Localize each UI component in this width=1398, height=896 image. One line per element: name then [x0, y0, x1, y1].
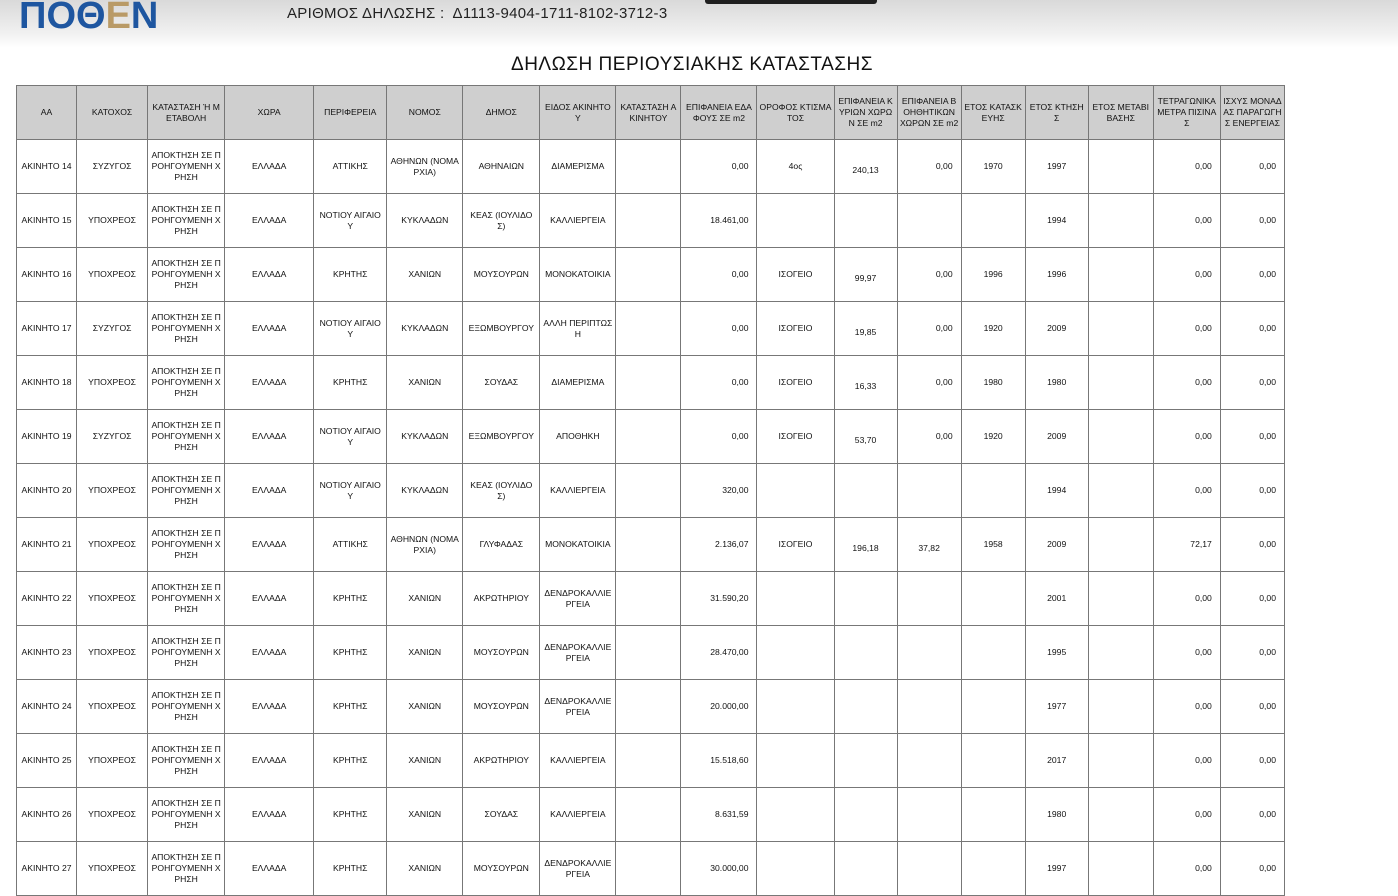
column-header: ΕΙΔΟΣ ΑΚΙΝΗΤΟΥ	[540, 86, 616, 140]
table-cell: 1994	[1025, 194, 1088, 248]
table-cell	[897, 194, 961, 248]
column-header: ΧΩΡΑ	[225, 86, 314, 140]
table-cell: 320,00	[681, 464, 757, 518]
table-cell: ΧΑΝΙΩΝ	[387, 572, 463, 626]
table-cell	[834, 680, 897, 734]
table-cell: 0,00	[1153, 302, 1220, 356]
table-cell: 1970	[961, 140, 1025, 194]
table-cell	[897, 842, 961, 896]
table-cell: 0,00	[1153, 140, 1220, 194]
table-cell: ΕΛΛΑΔΑ	[225, 788, 314, 842]
table-cell: 0,00	[897, 356, 961, 410]
table-row	[17, 302, 1285, 356]
table-cell: 0,00	[1153, 410, 1220, 464]
column-header: ΕΤΟΣ ΚΑΤΑΣΚΕΥΗΣ	[961, 86, 1025, 140]
table-cell: ΜΟΥΣΟΥΡΩΝ	[463, 626, 540, 680]
table-cell: 196,18	[834, 518, 897, 572]
table-cell: ΚΡΗΤΗΣ	[314, 626, 387, 680]
table-cell: ΚΥΚΛΑΔΩΝ	[387, 302, 463, 356]
table-cell: ΑΠΟΚΤΗΣΗ ΣΕ ΠΡΟΗΓΟΥΜΕΝΗ ΧΡΗΣΗ	[148, 194, 225, 248]
table-cell: ΔΕΝΔΡΟΚΑΛΛΙΕΡΓΕΙΑ	[540, 572, 616, 626]
table-row	[17, 626, 1285, 680]
table-cell	[897, 626, 961, 680]
table-cell: 0,00	[1153, 734, 1220, 788]
table-cell	[757, 842, 834, 896]
table-cell: ΚΥΚΛΑΔΩΝ	[387, 410, 463, 464]
table-cell: 28.470,00	[681, 626, 757, 680]
table-row	[17, 356, 1285, 410]
table-cell: ΚΥΚΛΑΔΩΝ	[387, 464, 463, 518]
table-cell: ΑΛΛΗ ΠΕΡΙΠΤΩΣΗ	[540, 302, 616, 356]
table-row	[17, 734, 1285, 788]
table-cell: ΑΚΙΝΗΤΟ 23	[17, 626, 77, 680]
table-cell: ΚΕΑΣ (ΙΟΥΛΙΔΟΣ)	[463, 194, 540, 248]
table-cell: 2001	[1025, 572, 1088, 626]
table-cell	[757, 734, 834, 788]
column-header: ΕΤΟΣ ΚΤΗΣΗΣ	[1025, 86, 1088, 140]
table-cell	[616, 734, 681, 788]
column-header: ΤΕΤΡΑΓΩΝΙΚΑ ΜΕΤΡΑ ΠΙΣΙΝΑΣ	[1153, 86, 1220, 140]
table-cell: 2009	[1025, 410, 1088, 464]
table-cell: ΝΟΤΙΟΥ ΑΙΓΑΙΟΥ	[314, 410, 387, 464]
table-cell: ΚΡΗΤΗΣ	[314, 680, 387, 734]
table-cell: ΣΥΖΥΓΟΣ	[77, 410, 148, 464]
table-cell: 4ος	[757, 140, 834, 194]
table-cell: 0,00	[681, 302, 757, 356]
table-cell: ΚΡΗΤΗΣ	[314, 734, 387, 788]
table-cell: ΑΠΟΚΤΗΣΗ ΣΕ ΠΡΟΗΓΟΥΜΕΝΗ ΧΡΗΣΗ	[148, 518, 225, 572]
table-cell	[616, 842, 681, 896]
table-cell	[757, 788, 834, 842]
table-cell	[834, 626, 897, 680]
column-header: ΚΑΤΟΧΟΣ	[77, 86, 148, 140]
table-cell	[1088, 518, 1153, 572]
table-cell	[616, 518, 681, 572]
table-cell: 0,00	[681, 248, 757, 302]
table-cell: 2009	[1025, 518, 1088, 572]
table-cell: ΑΤΤΙΚΗΣ	[314, 140, 387, 194]
table-cell: ΔΕΝΔΡΟΚΑΛΛΙΕΡΓΕΙΑ	[540, 626, 616, 680]
table-cell: 8.631,59	[681, 788, 757, 842]
table-cell	[616, 356, 681, 410]
table-row	[17, 518, 1285, 572]
table-cell: 0,00	[1153, 842, 1220, 896]
declaration-label: ΑΡΙΘΜΟΣ ΔΗΛΩΣΗΣ :	[287, 5, 445, 22]
table-cell: ΕΞΩΜΒΟΥΡΓΟΥ	[463, 410, 540, 464]
table-cell: ΥΠΟΧΡΕΟΣ	[77, 734, 148, 788]
table-cell: ΝΟΤΙΟΥ ΑΙΓΑΙΟΥ	[314, 194, 387, 248]
table-cell: 1920	[961, 302, 1025, 356]
table-cell: ΜΟΝΟΚΑΤΟΙΚΙΑ	[540, 248, 616, 302]
table-cell: 18.461,00	[681, 194, 757, 248]
table-cell: 0,00	[1220, 410, 1284, 464]
table-cell: 1997	[1025, 842, 1088, 896]
table-cell: ΑΠΟΚΤΗΣΗ ΣΕ ΠΡΟΗΓΟΥΜΕΝΗ ΧΡΗΣΗ	[148, 140, 225, 194]
table-cell: ΧΑΝΙΩΝ	[387, 248, 463, 302]
table-cell: 1977	[1025, 680, 1088, 734]
table-cell: ΥΠΟΧΡΕΟΣ	[77, 194, 148, 248]
table-cell: 0,00	[1220, 248, 1284, 302]
table-cell: ΑΚΙΝΗΤΟ 15	[17, 194, 77, 248]
table-cell	[961, 788, 1025, 842]
table-cell: 0,00	[1153, 464, 1220, 518]
table-cell: ΑΠΟΘΗΚΗ	[540, 410, 616, 464]
table-cell: ΑΘΗΝΑΙΩΝ	[463, 140, 540, 194]
table-cell: ΝΟΤΙΟΥ ΑΙΓΑΙΟΥ	[314, 302, 387, 356]
table-cell: ΧΑΝΙΩΝ	[387, 356, 463, 410]
table-row	[17, 572, 1285, 626]
table-cell: 0,00	[1220, 518, 1284, 572]
table-cell: 30.000,00	[681, 842, 757, 896]
column-header: ΔΗΜΟΣ	[463, 86, 540, 140]
table-cell: ΝΟΤΙΟΥ ΑΙΓΑΙΟΥ	[314, 464, 387, 518]
table-cell	[1088, 302, 1153, 356]
table-cell: 99,97	[834, 248, 897, 302]
table-row	[17, 842, 1285, 896]
table-cell: ΑΚΙΝΗΤΟ 16	[17, 248, 77, 302]
table-cell: 0,00	[1153, 680, 1220, 734]
table-cell: ΚΡΗΤΗΣ	[314, 842, 387, 896]
table-cell: ΣΟΥΔΑΣ	[463, 356, 540, 410]
table-cell: 1996	[961, 248, 1025, 302]
table-cell	[834, 788, 897, 842]
table-cell: 15.518,60	[681, 734, 757, 788]
table-cell: ΚΑΛΛΙΕΡΓΕΙΑ	[540, 734, 616, 788]
table-cell	[961, 680, 1025, 734]
table-cell: ΚΡΗΤΗΣ	[314, 356, 387, 410]
table-cell: ΚΑΛΛΙΕΡΓΕΙΑ	[540, 194, 616, 248]
document-title: ΔΗΛΩΣΗ ΠΕΡΙΟΥΣΙΑΚΗΣ ΚΑΤΑΣΤΑΣΗΣ	[511, 54, 873, 75]
table-cell: 37,82	[897, 518, 961, 572]
table-cell: 0,00	[1153, 626, 1220, 680]
table-cell: ΚΡΗΤΗΣ	[314, 572, 387, 626]
table-cell: ΥΠΟΧΡΕΟΣ	[77, 572, 148, 626]
table-cell: ΔΙΑΜΕΡΙΣΜΑ	[540, 356, 616, 410]
table-cell: 0,00	[1220, 734, 1284, 788]
table-cell	[834, 842, 897, 896]
table-cell	[897, 572, 961, 626]
table-cell: ΑΚΙΝΗΤΟ 17	[17, 302, 77, 356]
table-row	[17, 788, 1285, 842]
table-cell: ΙΣΟΓΕΙΟ	[757, 302, 834, 356]
table-row	[17, 410, 1285, 464]
table-cell: 20.000,00	[681, 680, 757, 734]
table-cell: ΑΚΙΝΗΤΟ 24	[17, 680, 77, 734]
table-cell: ΣΥΖΥΓΟΣ	[77, 140, 148, 194]
table-row	[17, 464, 1285, 518]
table-cell: ΕΛΛΑΔΑ	[225, 248, 314, 302]
table-cell: 0,00	[1220, 842, 1284, 896]
table-cell	[1088, 356, 1153, 410]
table-cell: ΑΚΙΝΗΤΟ 19	[17, 410, 77, 464]
column-header: ΕΠΙΦΑΝΕΙΑ ΒΟΗΘΗΤΙΚΩΝ ΧΩΡΩΝ ΣΕ m2	[897, 86, 961, 140]
table-cell: ΕΛΛΑΔΑ	[225, 356, 314, 410]
table-cell: ΧΑΝΙΩΝ	[387, 788, 463, 842]
document-header	[0, 0, 1398, 48]
table-cell	[834, 194, 897, 248]
table-cell: 1980	[1025, 356, 1088, 410]
table-cell: 1997	[1025, 140, 1088, 194]
table-cell	[961, 734, 1025, 788]
column-header: ΕΠΙΦΑΝΕΙΑ ΚΥΡΙΩΝ ΧΩΡΩΝ ΣΕ m2	[834, 86, 897, 140]
table-cell: ΑΘΗΝΩΝ (ΝΟΜΑΡΧΙΑ)	[387, 140, 463, 194]
table-cell: ΑΚΙΝΗΤΟ 21	[17, 518, 77, 572]
table-cell: 0,00	[1153, 356, 1220, 410]
table-cell: ΑΚΡΩΤΗΡΙΟΥ	[463, 572, 540, 626]
table-row	[17, 680, 1285, 734]
table-cell: ΕΛΛΑΔΑ	[225, 842, 314, 896]
table-cell: 1980	[961, 356, 1025, 410]
table-cell	[834, 464, 897, 518]
table-cell: 1958	[961, 518, 1025, 572]
table-cell	[616, 248, 681, 302]
table-cell: 0,00	[1220, 788, 1284, 842]
table-cell: ΕΛΛΑΔΑ	[225, 410, 314, 464]
table-cell: ΑΠΟΚΤΗΣΗ ΣΕ ΠΡΟΗΓΟΥΜΕΝΗ ΧΡΗΣΗ	[148, 734, 225, 788]
table-cell: ΧΑΝΙΩΝ	[387, 680, 463, 734]
table-cell: 0,00	[1153, 788, 1220, 842]
table-cell: ΑΚΙΝΗΤΟ 27	[17, 842, 77, 896]
table-cell: ΥΠΟΧΡΕΟΣ	[77, 464, 148, 518]
table-cell	[897, 788, 961, 842]
column-header: ΙΣΧΥΣ ΜΟΝΑΔΑΣ ΠΑΡΑΓΩΓΗΣ ΕΝΕΡΓΕΙΑΣ	[1220, 86, 1284, 140]
table-cell: 0,00	[897, 248, 961, 302]
table-row	[17, 194, 1285, 248]
table-cell	[616, 788, 681, 842]
table-cell: ΧΑΝΙΩΝ	[387, 734, 463, 788]
table-cell	[897, 464, 961, 518]
table-cell: ΕΞΩΜΒΟΥΡΓΟΥ	[463, 302, 540, 356]
table-cell	[961, 464, 1025, 518]
table-cell: ΑΠΟΚΤΗΣΗ ΣΕ ΠΡΟΗΓΟΥΜΕΝΗ ΧΡΗΣΗ	[148, 464, 225, 518]
table-cell: 2017	[1025, 734, 1088, 788]
table-cell: ΥΠΟΧΡΕΟΣ	[77, 626, 148, 680]
table-cell	[616, 680, 681, 734]
table-cell: 31.590,20	[681, 572, 757, 626]
table-cell: 16,33	[834, 356, 897, 410]
table-cell: 2009	[1025, 302, 1088, 356]
table-cell: ΑΚΙΝΗΤΟ 20	[17, 464, 77, 518]
table-cell	[961, 842, 1025, 896]
table-cell	[1088, 734, 1153, 788]
declaration-number-line	[287, 5, 667, 22]
table-cell	[1088, 572, 1153, 626]
table-cell: 53,70	[834, 410, 897, 464]
table-cell: ΥΠΟΧΡΕΟΣ	[77, 248, 148, 302]
column-header: ΟΡΟΦΟΣ ΚΤΙΣΜΑΤΟΣ	[757, 86, 834, 140]
table-row	[17, 140, 1285, 194]
table-cell: ΧΑΝΙΩΝ	[387, 626, 463, 680]
table-cell: ΑΠΟΚΤΗΣΗ ΣΕ ΠΡΟΗΓΟΥΜΕΝΗ ΧΡΗΣΗ	[148, 410, 225, 464]
table-cell: 72,17	[1153, 518, 1220, 572]
table-cell	[897, 680, 961, 734]
table-cell: ΑΠΟΚΤΗΣΗ ΣΕ ΠΡΟΗΓΟΥΜΕΝΗ ΧΡΗΣΗ	[148, 626, 225, 680]
table-cell: ΔΙΑΜΕΡΙΣΜΑ	[540, 140, 616, 194]
table-cell: ΕΛΛΑΔΑ	[225, 734, 314, 788]
table-cell	[616, 140, 681, 194]
table-cell	[1088, 194, 1153, 248]
table-cell: 0,00	[1153, 248, 1220, 302]
table-cell: ΑΚΙΝΗΤΟ 26	[17, 788, 77, 842]
table-cell: 0,00	[897, 302, 961, 356]
table-cell: ΑΚΙΝΗΤΟ 22	[17, 572, 77, 626]
table-header	[17, 86, 1285, 140]
table-cell	[757, 572, 834, 626]
table-header-row	[17, 86, 1285, 140]
table-cell	[1088, 626, 1153, 680]
table-cell: ΙΣΟΓΕΙΟ	[757, 410, 834, 464]
table-cell: ΥΠΟΧΡΕΟΣ	[77, 518, 148, 572]
table-cell	[1088, 680, 1153, 734]
table-cell	[616, 302, 681, 356]
table-row	[17, 248, 1285, 302]
table-cell: ΥΠΟΧΡΕΟΣ	[77, 356, 148, 410]
column-header: ΕΤΟΣ ΜΕΤΑΒΙΒΑΣΗΣ	[1088, 86, 1153, 140]
table-cell: ΑΠΟΚΤΗΣΗ ΣΕ ΠΡΟΗΓΟΥΜΕΝΗ ΧΡΗΣΗ	[148, 572, 225, 626]
table-cell	[1088, 464, 1153, 518]
column-header: ΚΑΤΑΣΤΑΣΗ Ή ΜΕΤΑΒΟΛΗ	[148, 86, 225, 140]
table-cell: 0,00	[1220, 572, 1284, 626]
table-cell: ΑΚΙΝΗΤΟ 14	[17, 140, 77, 194]
table-cell	[616, 572, 681, 626]
table-cell	[961, 572, 1025, 626]
table-cell	[1088, 788, 1153, 842]
declaration-number: Δ1113-9404-1711-8102-3712-3	[452, 5, 668, 22]
table-cell: ΣΟΥΔΑΣ	[463, 788, 540, 842]
table-cell: ΑΠΟΚΤΗΣΗ ΣΕ ΠΡΟΗΓΟΥΜΕΝΗ ΧΡΗΣΗ	[148, 302, 225, 356]
table-cell: ΥΠΟΧΡΕΟΣ	[77, 680, 148, 734]
table-cell: ΓΛΥΦΑΔΑΣ	[463, 518, 540, 572]
table-cell	[961, 194, 1025, 248]
table-cell: ΙΣΟΓΕΙΟ	[757, 356, 834, 410]
table-cell: 0,00	[1220, 464, 1284, 518]
table-cell: 0,00	[897, 410, 961, 464]
table-cell: 0,00	[1153, 572, 1220, 626]
table-cell: ΕΛΛΑΔΑ	[225, 626, 314, 680]
table-cell: ΣΥΖΥΓΟΣ	[77, 302, 148, 356]
table-cell: 240,13	[834, 140, 897, 194]
table-cell: 0,00	[1220, 194, 1284, 248]
table-cell: ΥΠΟΧΡΕΟΣ	[77, 788, 148, 842]
table-cell	[961, 626, 1025, 680]
pothen-logo: ΠΟΘΕΝ	[19, 0, 159, 37]
column-header: ΑΑ	[17, 86, 77, 140]
table-cell	[897, 734, 961, 788]
table-cell	[757, 194, 834, 248]
table-cell: ΚΡΗΤΗΣ	[314, 248, 387, 302]
column-header: ΕΠΙΦΑΝΕΙΑ ΕΔΑΦΟΥΣ ΣΕ m2	[681, 86, 757, 140]
column-header: ΠΕΡΙΦΕΡΕΙΑ	[314, 86, 387, 140]
table-cell: ΥΠΟΧΡΕΟΣ	[77, 842, 148, 896]
table-cell: 0,00	[1220, 140, 1284, 194]
table-cell: ΚΑΛΛΙΕΡΓΕΙΑ	[540, 464, 616, 518]
table-cell: ΙΣΟΓΕΙΟ	[757, 248, 834, 302]
table-cell: 0,00	[681, 140, 757, 194]
table-cell	[757, 626, 834, 680]
table-cell: ΑΠΟΚΤΗΣΗ ΣΕ ΠΡΟΗΓΟΥΜΕΝΗ ΧΡΗΣΗ	[148, 788, 225, 842]
table-cell: ΚΡΗΤΗΣ	[314, 788, 387, 842]
table-cell: ΑΚΡΩΤΗΡΙΟΥ	[463, 734, 540, 788]
table-cell: ΚΑΛΛΙΕΡΓΕΙΑ	[540, 788, 616, 842]
table-cell: 2.136,07	[681, 518, 757, 572]
assets-table	[16, 85, 1285, 896]
table-cell: ΕΛΛΑΔΑ	[225, 572, 314, 626]
table-cell: ΑΠΟΚΤΗΣΗ ΣΕ ΠΡΟΗΓΟΥΜΕΝΗ ΧΡΗΣΗ	[148, 842, 225, 896]
table-cell: ΔΕΝΔΡΟΚΑΛΛΙΕΡΓΕΙΑ	[540, 842, 616, 896]
table-cell: 0,00	[1220, 302, 1284, 356]
table-cell: ΕΛΛΑΔΑ	[225, 464, 314, 518]
table-cell: ΑΚΙΝΗΤΟ 18	[17, 356, 77, 410]
table-cell: 1920	[961, 410, 1025, 464]
table-body	[17, 140, 1285, 896]
table-cell: ΚΕΑΣ (ΙΟΥΛΙΔΟΣ)	[463, 464, 540, 518]
table-cell: 0,00	[1220, 356, 1284, 410]
table-cell: ΕΛΛΑΔΑ	[225, 518, 314, 572]
table-cell: 0,00	[1220, 626, 1284, 680]
table-cell	[1088, 140, 1153, 194]
table-cell: 1980	[1025, 788, 1088, 842]
column-header: ΝΟΜΟΣ	[387, 86, 463, 140]
column-header: ΚΑΤΑΣΤΑΣΗ ΑΚΙΝΗΤΟΥ	[616, 86, 681, 140]
table-cell: ΜΟΥΣΟΥΡΩΝ	[463, 248, 540, 302]
table-cell: ΧΑΝΙΩΝ	[387, 842, 463, 896]
table-cell: ΜΟΥΣΟΥΡΩΝ	[463, 842, 540, 896]
table-cell: 1994	[1025, 464, 1088, 518]
table-cell: 0,00	[681, 410, 757, 464]
table-cell: ΜΟΥΣΟΥΡΩΝ	[463, 680, 540, 734]
table-cell: ΑΤΤΙΚΗΣ	[314, 518, 387, 572]
table-cell	[834, 572, 897, 626]
table-cell	[616, 410, 681, 464]
table-cell: 0,00	[897, 140, 961, 194]
table-cell: 0,00	[1220, 680, 1284, 734]
table-cell	[616, 464, 681, 518]
table-cell	[616, 194, 681, 248]
table-cell: 0,00	[681, 356, 757, 410]
table-cell: 1996	[1025, 248, 1088, 302]
table-cell: ΑΠΟΚΤΗΣΗ ΣΕ ΠΡΟΗΓΟΥΜΕΝΗ ΧΡΗΣΗ	[148, 248, 225, 302]
table-cell	[1088, 842, 1153, 896]
table-cell: 0,00	[1153, 194, 1220, 248]
table-cell: 1995	[1025, 626, 1088, 680]
table-cell: 19,85	[834, 302, 897, 356]
table-cell: ΕΛΛΑΔΑ	[225, 194, 314, 248]
table-cell: ΚΥΚΛΑΔΩΝ	[387, 194, 463, 248]
table-cell: ΕΛΛΑΔΑ	[225, 302, 314, 356]
table-cell	[616, 626, 681, 680]
table-cell: ΑΘΗΝΩΝ (ΝΟΜΑΡΧΙΑ)	[387, 518, 463, 572]
table-cell	[757, 680, 834, 734]
table-cell	[1088, 410, 1153, 464]
table-cell: ΕΛΛΑΔΑ	[225, 680, 314, 734]
table-cell: ΑΚΙΝΗΤΟ 25	[17, 734, 77, 788]
table-cell: ΙΣΟΓΕΙΟ	[757, 518, 834, 572]
table-cell	[1088, 248, 1153, 302]
window-tab-edge	[705, 0, 877, 4]
table-cell: ΜΟΝΟΚΑΤΟΙΚΙΑ	[540, 518, 616, 572]
table-cell: ΑΠΟΚΤΗΣΗ ΣΕ ΠΡΟΗΓΟΥΜΕΝΗ ΧΡΗΣΗ	[148, 356, 225, 410]
table-cell	[757, 464, 834, 518]
table-cell: ΑΠΟΚΤΗΣΗ ΣΕ ΠΡΟΗΓΟΥΜΕΝΗ ΧΡΗΣΗ	[148, 680, 225, 734]
table-cell	[834, 734, 897, 788]
table-cell: ΕΛΛΑΔΑ	[225, 140, 314, 194]
table-cell: ΔΕΝΔΡΟΚΑΛΛΙΕΡΓΕΙΑ	[540, 680, 616, 734]
